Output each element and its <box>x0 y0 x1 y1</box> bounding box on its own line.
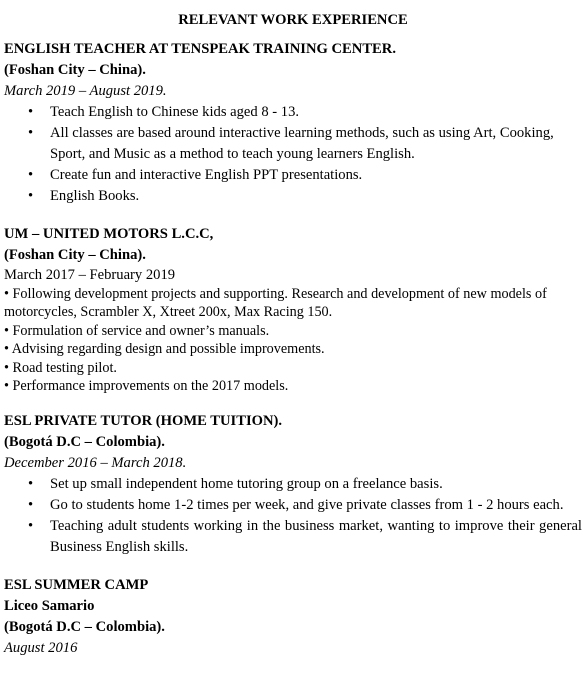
job-location: (Bogotá D.C – Colombia). <box>4 434 165 451</box>
section-title: RELEVANT WORK EXPERIENCE <box>178 12 408 28</box>
job-location: (Bogotá D.C – Colombia). <box>4 619 165 636</box>
job-bullet: • Teaching adult students working in the business market, wanting to improve their general Business English skills. <box>50 516 582 558</box>
job-bullet-list <box>4 102 582 207</box>
job-tenspeak <box>4 39 582 207</box>
job-line: • Performance improvements on the 2017 models. <box>4 378 289 395</box>
job-united-motors <box>4 224 582 395</box>
job-date: March 2019 – August 2019. <box>4 83 167 99</box>
job-location: (Foshan City – China). <box>4 62 146 78</box>
job-date: March 2017 – February 2019 <box>4 267 176 283</box>
job-esl-summer-camp <box>4 575 582 659</box>
job-title: ESL PRIVATE TUTOR (HOME TUITION). <box>4 413 283 430</box>
job-location: (Foshan City – China). <box>4 247 146 263</box>
job-bullet: • Teach English to Chinese kids aged 8 - 13. <box>50 102 582 123</box>
job-title: ESL SUMMER CAMP <box>4 577 149 594</box>
job-organization: Liceo Samario <box>4 598 95 615</box>
job-line: • Following development projects and supporting. Research and development of new models of motorcycles, Scrambler X, Xtreet 200x, Max Racing 150. <box>4 286 547 321</box>
job-esl-private-tutor <box>4 411 582 558</box>
job-line: • Formulation of service and owner’s manuals. <box>4 322 270 339</box>
job-line: • Advising regarding design and possible improvements. <box>4 341 325 358</box>
resume-page <box>4 10 582 659</box>
job-line: • Road testing pilot. <box>4 359 117 376</box>
job-title: ENGLISH TEACHER AT TENSPEAK TRAINING CENTER. <box>4 41 396 57</box>
job-bullet-list <box>4 474 582 558</box>
job-bullet: • Go to students home 1-2 times per week, and give private classes from 1 - 2 hours each. <box>50 495 582 516</box>
job-bullet: • All classes are based around interactive learning methods, such as using Art, Cooking, Sport, and Music as a method to teach young learners English. <box>50 123 582 165</box>
job-bullet: • Set up small independent home tutoring group on a freelance basis. <box>50 474 582 495</box>
job-date: December 2016 – March 2018. <box>4 455 187 472</box>
job-date: August 2016 <box>4 640 78 657</box>
job-bullet: • English Books. <box>50 186 582 207</box>
job-bullet: • Create fun and interactive English PPT presentations. <box>50 165 582 186</box>
job-title: UM – UNITED MOTORS L.C.C, <box>4 226 214 242</box>
